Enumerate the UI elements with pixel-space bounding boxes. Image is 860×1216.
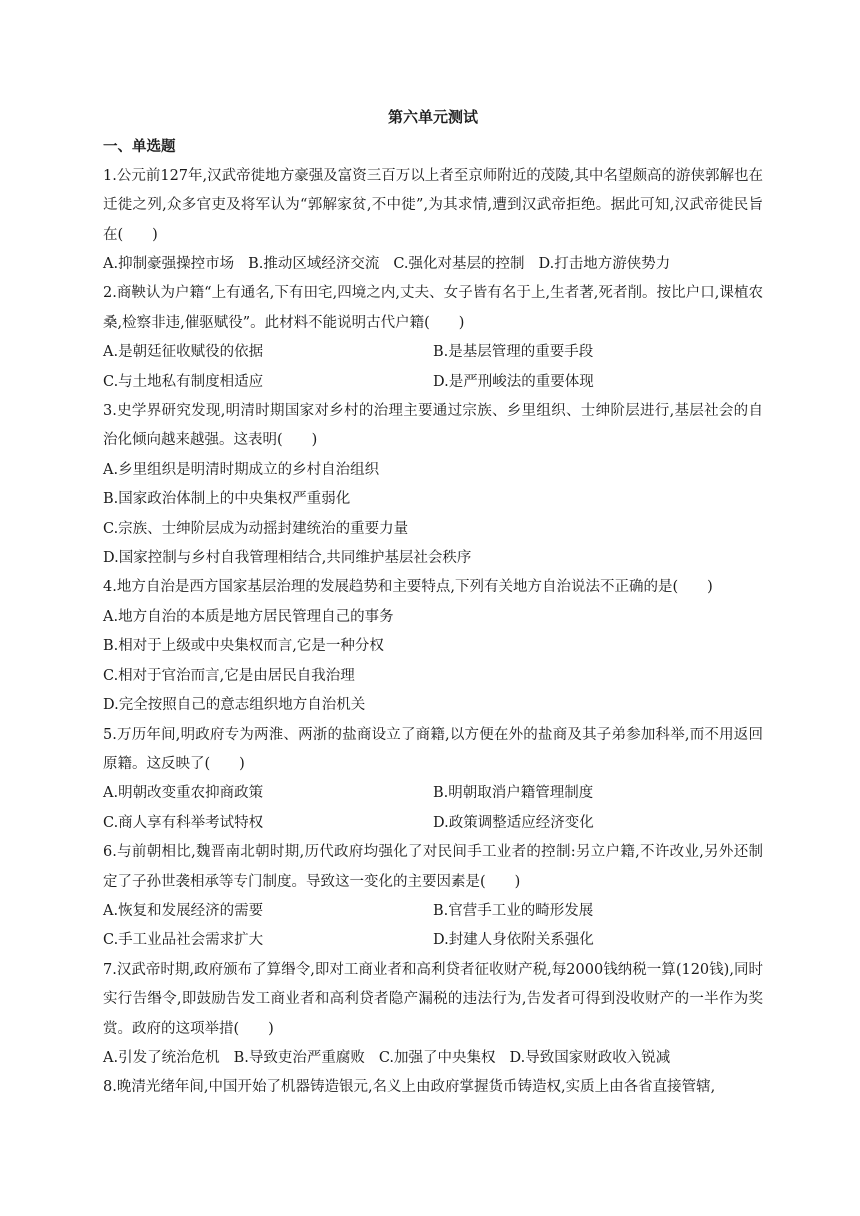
question-stem: 3.史学界研究发现,明清时期国家对乡村的治理主要通过宗族、乡里组织、士绅阶层进行,基层社会的自治化倾向越来越强。这表明( ) bbox=[103, 403, 763, 449]
section-heading: 一、单选题 bbox=[103, 138, 176, 156]
option-list bbox=[103, 250, 763, 279]
answer-option-c: C.强化对基层的控制 bbox=[393, 256, 525, 273]
answer-option-d: D.政策调整适应经济变化 bbox=[433, 814, 594, 831]
option-list bbox=[103, 897, 763, 956]
answer-option-c: C.相对于官治而言,它是由居民自我治理 bbox=[103, 667, 355, 684]
answer-option-a: A.恢复和发展经济的需要 bbox=[103, 902, 264, 919]
answer-option-c: C.商人享有科举考试特权 bbox=[103, 814, 264, 831]
answer-option-a: A.地方自治的本质是地方居民管理自己的事务 bbox=[103, 608, 394, 625]
answer-option-b: B.相对于上级或中央集权而言,它是一种分权 bbox=[103, 638, 384, 655]
question-list bbox=[103, 162, 763, 1103]
answer-option-a: A.乡里组织是明清时期成立的乡村自治组织 bbox=[103, 461, 380, 478]
option-list bbox=[103, 779, 763, 838]
answer-option-b: B.明朝取消户籍管理制度 bbox=[433, 785, 594, 802]
question-stem: 5.万历年间,明政府专为两淮、两浙的盐商设立了商籍,以方便在外的盐商及其子弟参加科举,而不用返回原籍。这反映了( ) bbox=[103, 726, 763, 772]
question-stem: 7.汉武帝时期,政府颁布了算缗令,即对工商业者和高利贷者征收财产税,每2000钱纳税一算(120钱),同时实行告缗令,即鼓励告发工商业者和高利贷者隐产漏税的违法行为,告发者可得到没收财产的一半作为奖赏。政府的这项举措( ) bbox=[103, 961, 763, 1037]
question-1 bbox=[103, 162, 763, 280]
question-8 bbox=[103, 1073, 763, 1102]
answer-option-b: B.国家政治体制上的中央集权严重弱化 bbox=[103, 491, 351, 508]
question-stem: 6.与前朝相比,魏晋南北朝时期,历代政府均强化了对民间手工业者的控制:另立户籍,不许改业,另外还制定了子孙世袭相承等专门制度。导致这一变化的主要因素是( ) bbox=[103, 844, 763, 890]
question-5 bbox=[103, 721, 763, 839]
option-list bbox=[103, 456, 763, 574]
answer-option-d: D.导致国家财政收入锐减 bbox=[509, 1049, 671, 1066]
answer-option-d: D.是严刑峻法的重要体现 bbox=[433, 373, 594, 390]
question-stem: 1.公元前127年,汉武帝徙地方豪强及富资三百万以上者至京师附近的茂陵,其中名望颇高的游侠郭解也在迁徙之列,众多官吏及将军认为“郭解家贫,不中徙”,为其求情,遭到汉武帝拒绝。据此可知,汉武帝徙民旨在( ) bbox=[103, 167, 763, 243]
question-3 bbox=[103, 397, 763, 573]
question-2 bbox=[103, 279, 763, 397]
answer-option-a: A.抑制豪强操控市场 bbox=[103, 256, 235, 273]
page-title: 第六单元测试 bbox=[387, 108, 478, 126]
question-stem: 8.晚清光绪年间,中国开始了机器铸造银元,名义上由政府掌握货币铸造权,实质上由各省直接管辖, bbox=[103, 1079, 716, 1096]
answer-option-a: A.明朝改变重农抑商政策 bbox=[103, 785, 264, 802]
document-body bbox=[103, 103, 763, 1103]
answer-option-d: D.完全按照自己的意志组织地方自治机关 bbox=[103, 697, 366, 714]
answer-option-d: D.国家控制与乡村自我管理相结合,共同维护基层社会秩序 bbox=[103, 550, 472, 567]
option-list bbox=[103, 603, 763, 721]
answer-option-a: A.是朝廷征收赋役的依据 bbox=[103, 344, 264, 361]
answer-option-c: C.宗族、士绅阶层成为动摇封建统治的重要力量 bbox=[103, 520, 409, 537]
question-stem: 2.商鞅认为户籍“上有通名,下有田宅,四境之内,丈夫、女子皆有名于上,生者著,死者削。按比户口,课植农桑,检察非违,催驱赋役”。此材料不能说明古代户籍( ) bbox=[103, 285, 763, 331]
question-7 bbox=[103, 956, 763, 1074]
answer-option-c: C.加强了中央集权 bbox=[378, 1049, 496, 1066]
answer-option-c: C.与土地私有制度相适应 bbox=[103, 373, 264, 390]
answer-option-b: B.是基层管理的重要手段 bbox=[433, 344, 594, 361]
question-stem: 4.地方自治是西方国家基层治理的发展趋势和主要特点,下列有关地方自治说法不正确的是( ) bbox=[103, 579, 713, 596]
option-list bbox=[103, 338, 763, 397]
question-4 bbox=[103, 573, 763, 720]
answer-option-c: C.手工业品社会需求扩大 bbox=[103, 932, 264, 949]
answer-option-b: B.官营手工业的畸形发展 bbox=[433, 902, 594, 919]
answer-option-d: D.打击地方游侠势力 bbox=[538, 256, 671, 273]
question-6 bbox=[103, 838, 763, 956]
option-list bbox=[103, 1044, 763, 1073]
answer-option-d: D.封建人身依附关系强化 bbox=[433, 932, 594, 949]
answer-option-b: B.推动区域经济交流 bbox=[248, 256, 380, 273]
answer-option-b: B.导致吏治严重腐败 bbox=[233, 1049, 365, 1066]
answer-option-a: A.引发了统治危机 bbox=[103, 1049, 220, 1066]
